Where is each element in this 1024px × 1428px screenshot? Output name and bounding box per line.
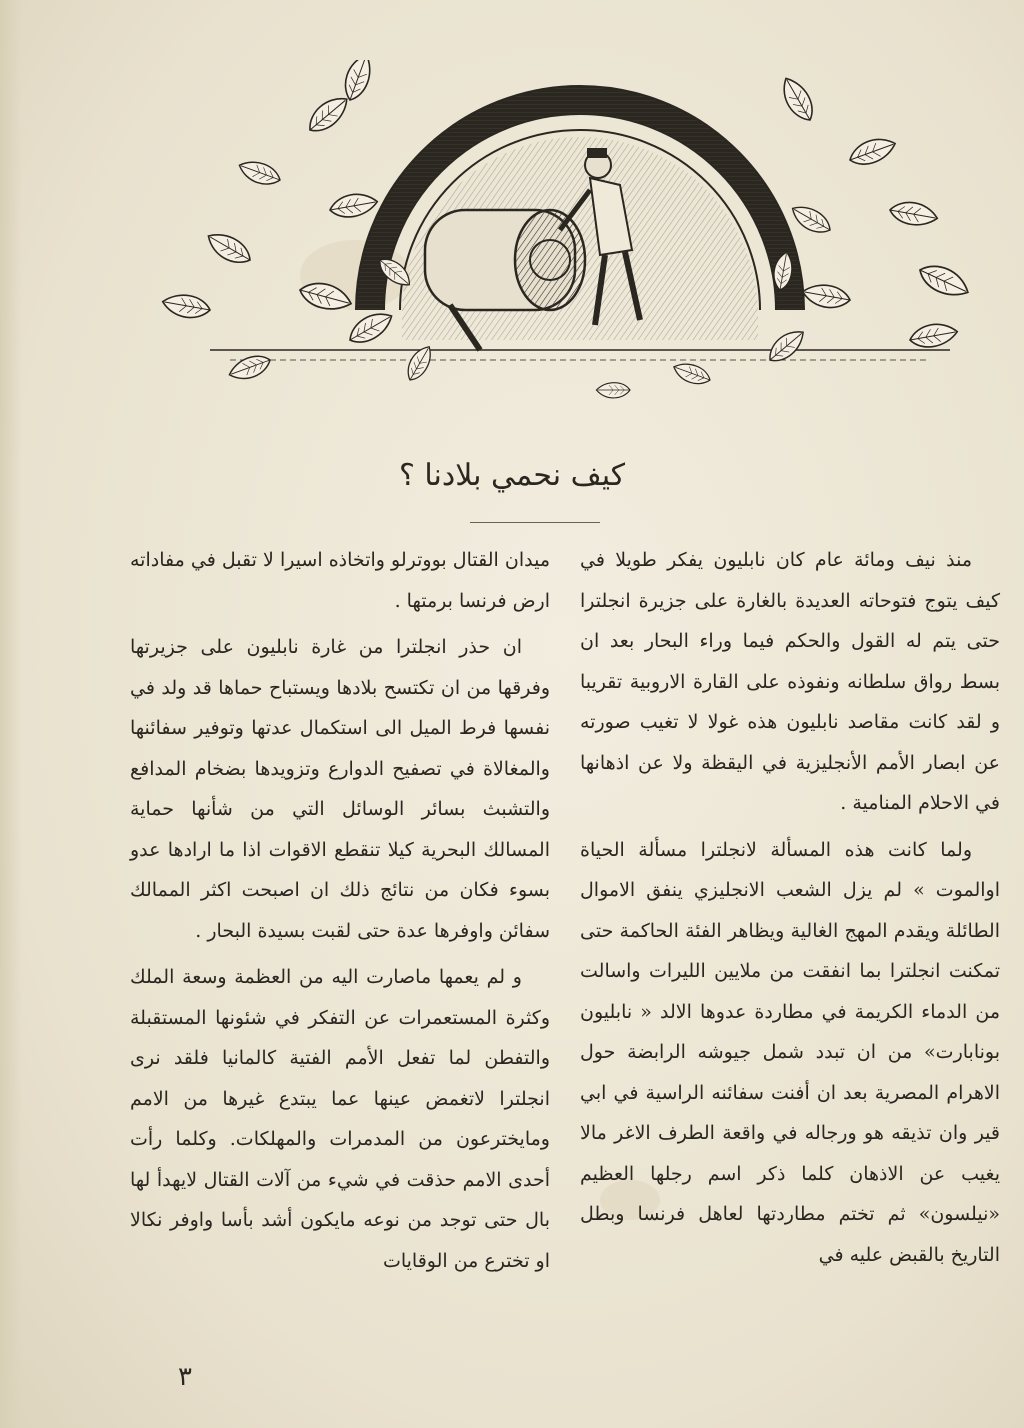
paragraph: منذ نيف ومائة عام كان نابليون يفكر طويلا في كيف يتوج فتوحاته العديدة بالغارة على جزيرة انجلترا حتى يتم له القول والحكم فيما وراء البحار بعد ان بسط رواق سلطانه ونفوذه على القارة الاروبية تقريبا و لقد كانت مقاصد نابليون هذه غولا لا تغيب صورته عن ابصار الأمم الأنجليزية في اليقظة ولا عن اذهانها في الاحلام المنامية . [580,549,1000,814]
title-divider [470,522,600,523]
paragraph: ولما كانت هذه المسألة لانجلترا مسألة الحياة اوالموت » لم يزل الشعب الانجليزي ينفق الاموال الطائلة ويقدم المهج الغالية ويظاهر الفئة الحاكمة حتى تمكنت انجلترا بما انفقت من ملايين الليرات واسالت من الدماء الكريمة في مطاردة عدوها الالد « نابليون بونابارت» من ان تبدد شمل جيوشه الرابضة حول الاهرام المصرية بعد ان أفنت سفائنه الراسية في ابي قير وان تذيقه هو ورجاله في واقعة الطرف الاغر مالا يغيب عن الاذهان كلما ذكر اسم رجلها العظيم «نيلسون» ثم تختم مطاردتها لعاهل فرنسا وبطل التاريخ بالقبض عليه في [580,838,1000,1266]
paragraph: و لم يعمها ماصارت اليه من العظمة وسعة الملك وكثرة المستعمرات عن التفكر في شئونها المستقبلة والتفطن لما تفعل الأمم الفتية كالمانيا فلقد نرى انجلترا لاتغمض عينها عما يبتدع غيرها من الامم ومايخترعون من المدمرات والمهلكات. وكلما رأت أحدى الامم حذقت في شيء من آلات القتال لايهدأ لها بال حتى توجد من نوعه مايكون أشد بأسا واوفر نكالا او تخترع من الوقايات [130,966,550,1272]
scan-edge [0,0,22,1428]
article-title: كيف نحمي بلادنا ؟ [398,458,626,493]
page-number: ٣ [178,1362,192,1392]
paragraph: ان حذر انجلترا من غارة نابليون على جزيرتها وفرقها من ان تكتسح بلادها ويستباح حماها قد ولد في نفسها فرط الميل الى استكمال عدتها وتوفير سفائنها والمغالاة في تصفيح الدوارع وتزويدها بضخام المدافع والتشبث بسائر الوسائل التي من شأنها حماية المسالك البحرية كيلا تنقطع الاقوات اذا ما ارادها عدو بسوء فكان من نتائج ذلك ان اصبحت اكثر الممالك سفائن واوفرها عدة حتى لقبت بسيدة البحار . [130,636,550,942]
engraving-icon [150,60,1020,420]
paragraph: ميدان القتال بووترلو واتخاذه اسيرا لا تقبل في مفاداته ارض فرنسا برمتها . [130,549,550,612]
left-column [130,540,550,1281]
header-illustration [150,60,1020,420]
right-column [580,540,1000,1275]
